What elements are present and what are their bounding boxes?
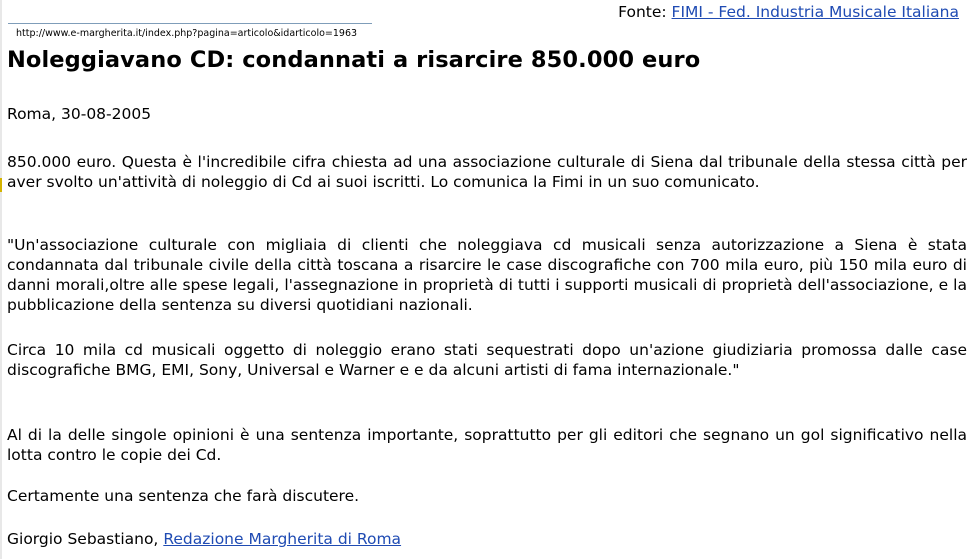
article-dateline: Roma, 30-08-2005 [7, 105, 152, 123]
article-paragraph-4: Al di la delle singole opinioni è una sentenza importante, soprattutto per gli editori che segnano un gol significativo nella lotta contro le copie dei Cd. [7, 426, 967, 464]
url-bar[interactable]: http://www.e-margherita.it/index.php?pagina=articolo&idarticolo=1963 [8, 23, 372, 43]
paragraph-5-block [7, 486, 967, 506]
paragraph-1-block [7, 152, 967, 192]
author-name: Giorgio Sebastiano, [7, 530, 159, 548]
source-link[interactable]: FIMI - Fed. Industria Musicale Italiana [671, 3, 959, 21]
author-link[interactable]: Redazione Margherita di Roma [163, 530, 402, 548]
left-border-marker [0, 178, 2, 192]
article-paragraph-3: Circa 10 mila cd musicali oggetto di noleggio erano stati sequestrati dopo un'azione giudiziaria promossa dalle case discografiche BMG, EMI, Sony, Universal e Warner e e da alcuni artisti di fama internazionale." [7, 341, 967, 379]
article-title: Noleggiavano CD: condannati a risarcire 850.000 euro [7, 47, 701, 73]
source-label: Fonte: [618, 3, 667, 21]
left-border [0, 0, 2, 559]
author-line [7, 529, 967, 549]
source-line [618, 3, 959, 21]
paragraph-3-block [7, 340, 967, 380]
paragraph-2-block [7, 235, 967, 315]
dateline [7, 104, 967, 124]
article-paragraph-5: Certamente una sentenza che farà discutere. [7, 487, 360, 505]
article-paragraph-1: 850.000 euro. Questa è l'incredibile cifra chiesta ad una associazione culturale di Siena dal tribunale della stessa città per aver svolto un'attività di noleggio di Cd ai suoi iscritti. Lo comunica la Fimi in un suo comunicato. [7, 153, 967, 191]
paragraph-4-block [7, 425, 967, 465]
article-paragraph-2: "Un'associazione culturale con migliaia di clienti che noleggiava cd musicali senza autorizzazione a Siena è stata condannata dal tribunale civile della città toscana a risarcire le case discografiche con 700 mila euro, più 150 mila euro di danni morali,oltre alle spese legali, l'assegnazione in proprietà di tutti i supporti musicali di proprietà dell'associazione, e la pubblicazione della sentenza su diversi quotidiani nazionali. [7, 236, 967, 314]
